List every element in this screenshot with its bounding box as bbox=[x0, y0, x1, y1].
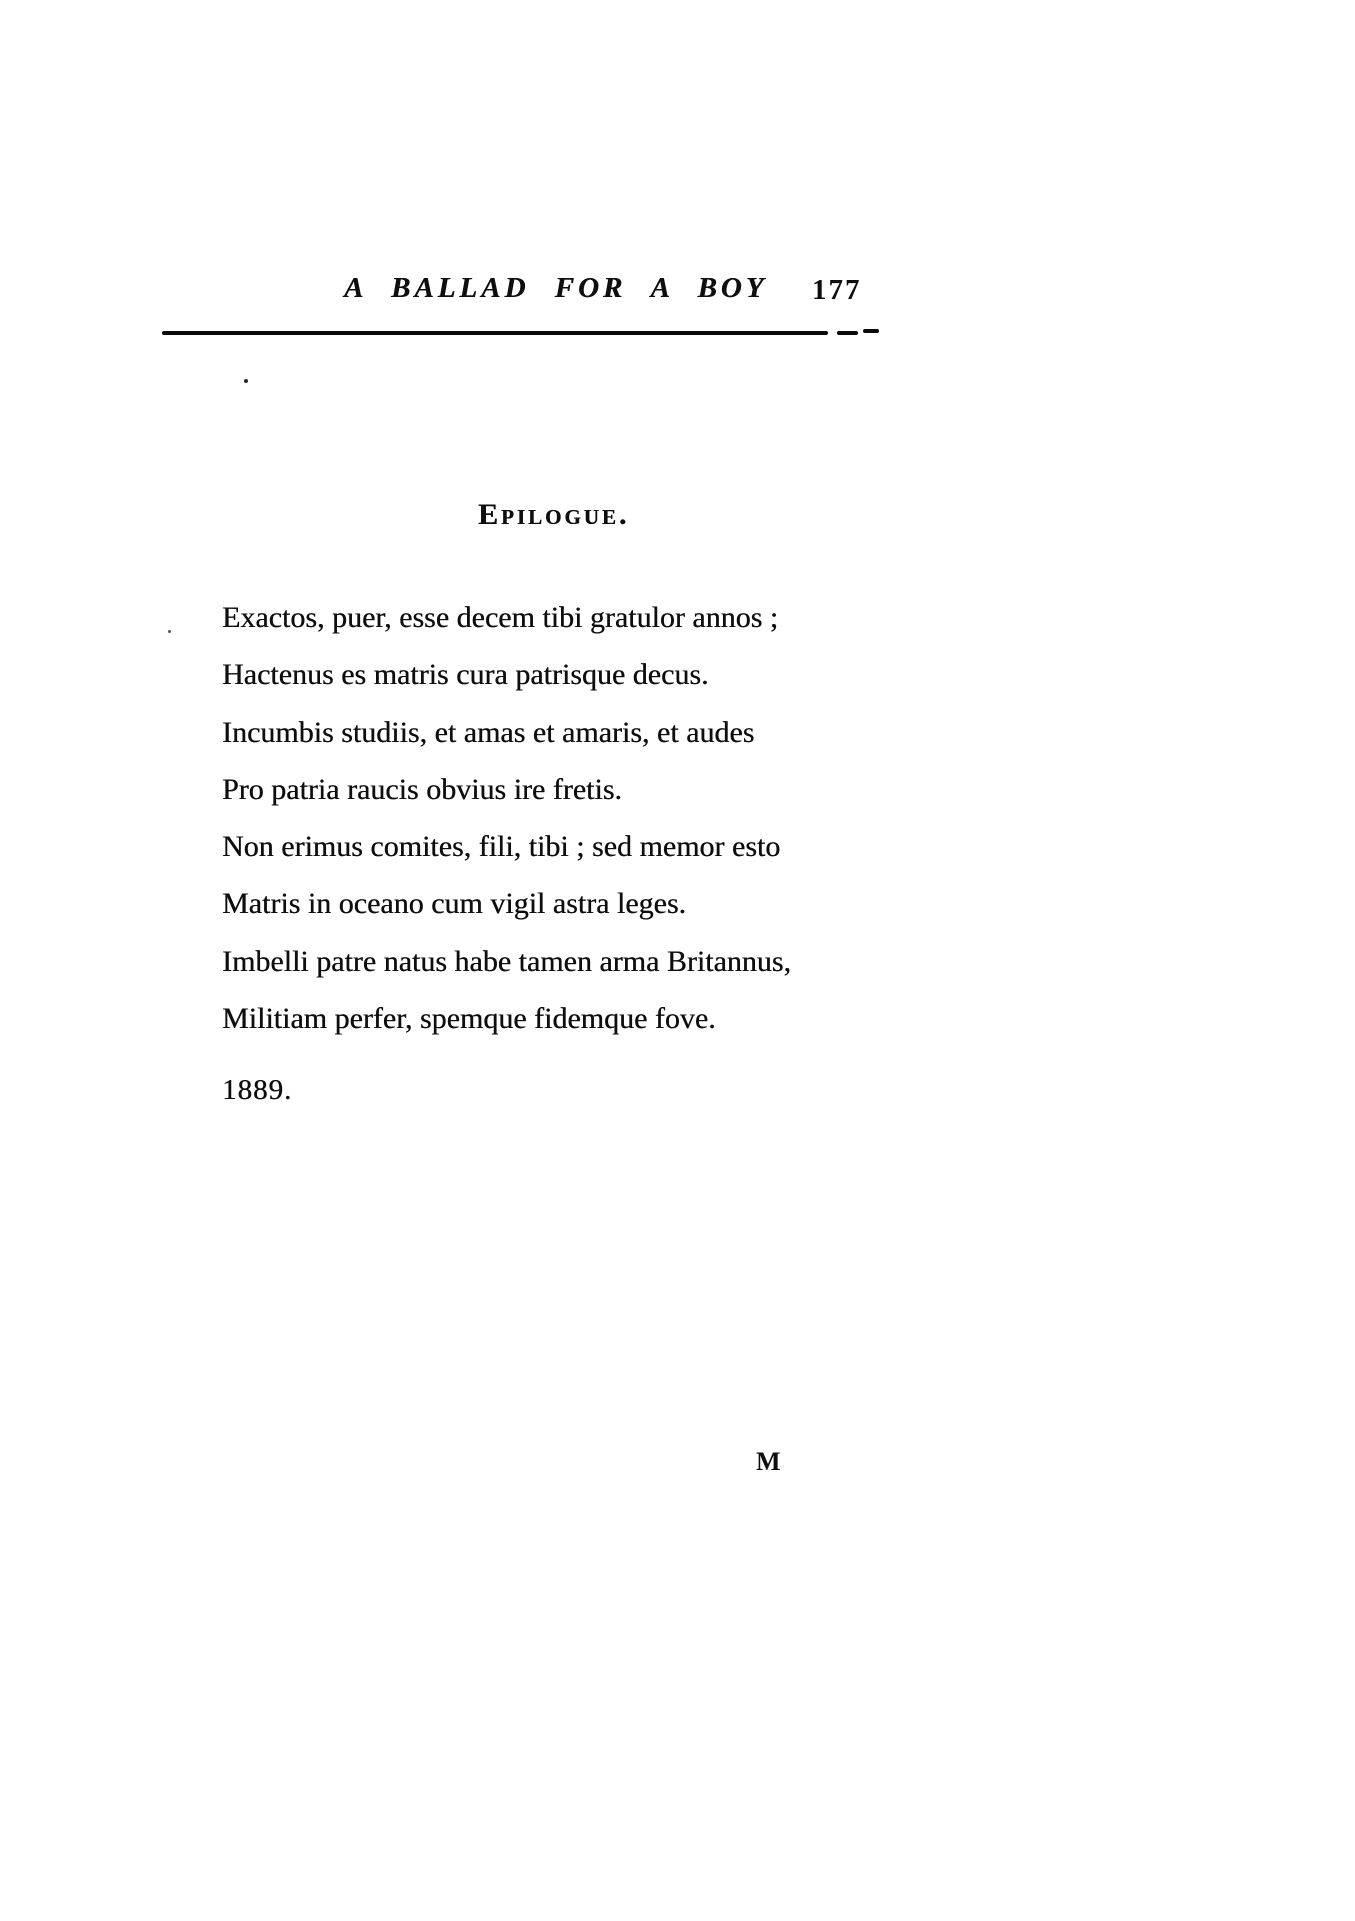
poem-line: Exactos, puer, esse decem tibi gratulor annos ; bbox=[222, 601, 779, 634]
header-rule-dash bbox=[837, 331, 858, 335]
running-header: A BALLAD FOR A BOY bbox=[344, 272, 768, 304]
header-rule-dash bbox=[863, 329, 879, 333]
poem-line: Pro patria raucis obvius ire fretis. bbox=[222, 772, 622, 806]
ink-speck bbox=[244, 379, 248, 383]
header-rule bbox=[162, 331, 828, 335]
poem-line: Hactenus es matris cura patrisque decus. bbox=[222, 658, 709, 692]
poem bbox=[222, 589, 791, 1047]
poem-line: Non erimus comites, fili, tibi ; sed memor esto bbox=[222, 830, 781, 864]
page-number: 177 bbox=[812, 274, 862, 306]
section-heading: Epilogue. bbox=[478, 498, 630, 531]
ink-speck bbox=[168, 630, 171, 633]
poem-line: Incumbis studiis, et amas et amaris, et audes bbox=[222, 715, 755, 749]
poem-date: 1889. bbox=[222, 1074, 293, 1106]
signature-mark: M bbox=[756, 1447, 781, 1476]
poem-line: Militiam perfer, spemque fidemque fove. bbox=[222, 1002, 716, 1036]
poem-line: Matris in oceano cum vigil astra leges. bbox=[222, 887, 687, 921]
poem-line: Imbelli patre natus habe tamen arma Britannus, bbox=[222, 944, 791, 978]
